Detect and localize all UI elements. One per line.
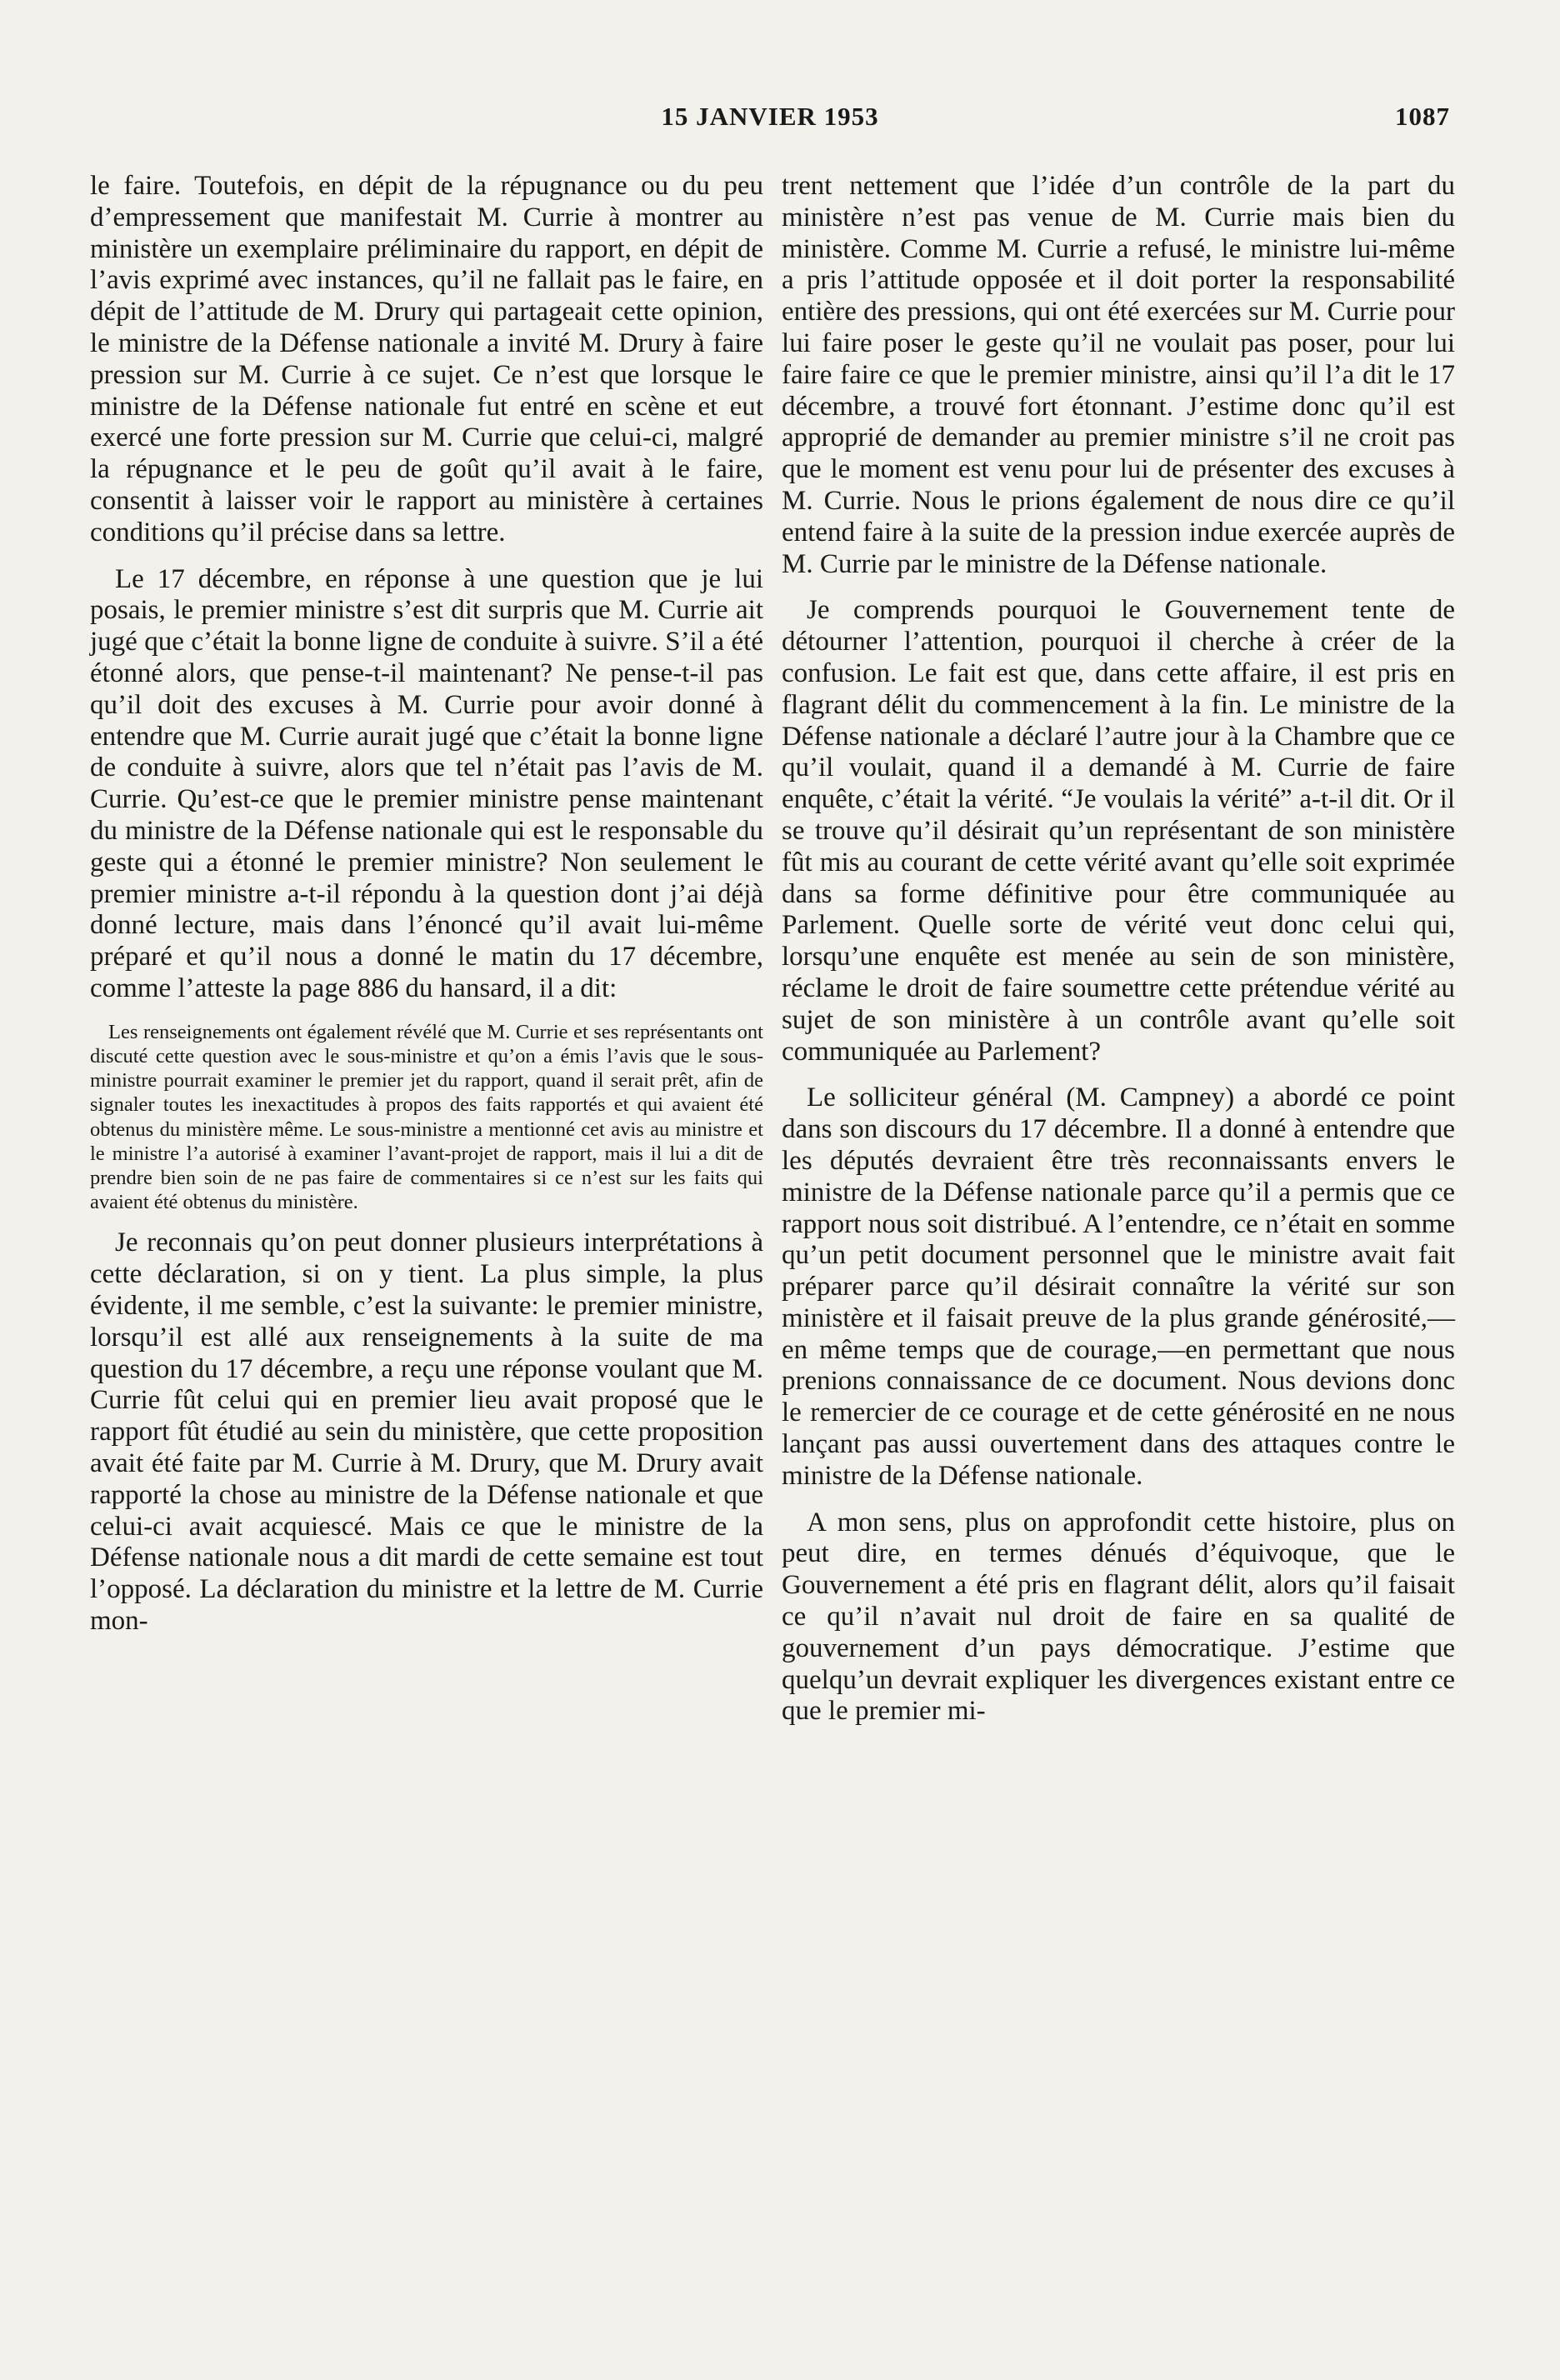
page-header (90, 102, 1450, 143)
left-column (90, 171, 763, 1638)
right-paragraph-1: trent nettement que l’idée d’un contrôle de la part du ministère n’est pas venue de M. Currie mais bien du ministère. Comme M. Currie a refusé, le ministre lui-même a pris l’attitude opposée et il doit porter la responsabilité entière des pressions, qui ont été exercées sur M. Currie pour lui faire poser le geste qu’il ne voulait pas poser, pour lui faire faire ce que le premier ministre, ainsi qu’il l’a dit le 17 décembre, a trouvé fort étonnant. J’estime donc qu’il est approprié de demander au premier ministre s’il ne croit pas que le moment est venu pour lui de présenter des excuses à M. Currie. Nous le prions également de nous dire ce qu’il entend faire à la suite de la pression indue exercée auprès de M. Currie par le ministre de la Défense nationale. (782, 171, 1455, 579)
header-date: 15 JANVIER 1953 (661, 102, 879, 131)
right-paragraph-3: Le solliciteur général (M. Campney) a abordé ce point dans son discours du 17 décembre. Il a donné à entendre que les députés devraient être très reconnaissants envers le ministre de la Défense nationale parce qu’il a permis que ce rapport nous soit distribué. A l’entendre, ce n’était en somme qu’un petit document personnel que le ministre avait fait préparer parce qu’il désirait connaître la vérité sur son ministère et il faisait preuve de la plus grande générosité,—en même temps que de courage,—en permettant que nous prenions connaissance de ce document. Nous devions donc le remercier de ce courage et de cette générosité en ne nous lançant pas aussi ouvertement dans des attaques contre le ministre de la Défense nationale. (782, 1082, 1455, 1491)
right-paragraph-4: A mon sens, plus on approfondit cette histoire, plus on peut dire, en termes dénués d’équivoque, que le Gouvernement a été pris en flagrant délit, alors qu’il faisait ce qu’il n’avait nul droit de faire en sa qualité de gouvernement d’un pays démocratique. J’estime que quelqu’un devrait expliquer les divergences existant entre ce que le premier mi- (782, 1507, 1455, 1727)
left-paragraph-3: Je reconnais qu’on peut donner plusieurs interprétations à cette déclaration, si on y tient. La plus simple, la plus évidente, il me semble, c’est la suivante: le premier ministre, lorsqu’il est allé aux renseignements à la suite de ma question du 17 décembre, a reçu une réponse voulant que M. Currie fût celui qui en premier lieu avait proposé que le rapport fût étudié au sein du ministère, que cette proposition avait été faite par M. Currie à M. Drury, que M. Drury avait rapporté la chose au ministre de la Défense nationale et que celui-ci avait acquiescé. Mais ce que le ministre de la Défense nationale nous a dit mardi de cette semaine est tout l’opposé. La déclaration du ministre et la lettre de M. Currie mon- (90, 1228, 763, 1636)
page-number: 1087 (1395, 102, 1450, 131)
left-paragraph-1: le faire. Toutefois, en dépit de la répugnance ou du peu d’empressement que manifestait M. Currie à montrer au ministère un exemplaire préliminaire du rapport, en dépit de l’avis exprimé avec instances, qu’il ne fallait pas le faire, en dépit de l’attitude de M. Drury qui partageait cette opinion, le ministre de la Défense nationale a invité M. Drury à faire pression sur M. Currie à ce sujet. Ce n’est que lorsque le ministre de la Défense nationale fut entré en scène et eut exercé une forte pression sur M. Currie que celui-ci, malgré la répugnance et le peu de goût qu’il avait à le faire, consentit à laisser voir le rapport au ministère à certaines conditions qu’il précise dans sa lettre. (90, 171, 763, 548)
right-column (782, 171, 1455, 1728)
hansard-quotation: Les renseignements ont également révélé que M. Currie et ses représentants ont discuté cette question avec le sous-ministre et qu’on a émis l’avis que le sous-ministre pourrait examiner le premier jet du rapport, quand il serait prêt, afin de signaler toutes les inexactitudes à propos des faits rapportés et qui avaient été obtenus du ministère même. Le sous-ministre a mentionné cet avis au ministre et le ministre l’a autorisé à examiner l’avant-projet de rapport, mais il lui a dit de prendre bien soin de ne pas faire de commentaires si ce n’est sur les faits qui avaient été obtenus du ministère. (90, 1020, 763, 1214)
right-paragraph-2: Je comprends pourquoi le Gouvernement tente de détourner l’attention, pourquoi il cherche à créer de la confusion. Le fait est que, dans cette affaire, il est pris en flagrant délit du commencement à la fin. Le ministre de la Défense nationale a déclaré l’autre jour à la Chambre que ce qu’il voulait, quand il a demandé à M. Currie de faire enquête, c’était la vérité. “Je voulais la vérité” a-t-il dit. Or il se trouve qu’il désirait qu’un représentant de son ministère fût mis au courant de cette vérité avant qu’elle soit exprimée dans sa forme définitive pour être communiquée au Parlement. Quelle sorte de vérité veut donc celui qui, lorsqu’une enquête est menée au sein de son ministère, réclame le droit de faire soumettre cette prétendue vérité au sujet de son ministère à un contrôle avant qu’elle soit communiquée au Parlement? (782, 595, 1455, 1067)
left-paragraph-2: Le 17 décembre, en réponse à une question que je lui posais, le premier ministre s’est dit surpris que M. Currie ait jugé que c’était la bonne ligne de conduite à suivre. S’il a été étonné alors, que pense-t-il maintenant? Ne pense-t-il pas qu’il doit des excuses à M. Currie pour avoir donné à entendre que M. Currie aurait jugé que c’était la bonne ligne de conduite à suivre, alors que tel n’était pas l’avis de M. Currie. Qu’est-ce que le premier ministre pense maintenant du ministre de la Défense nationale qui est le responsable du geste qui a étonné le premier ministre? Non seulement le premier ministre a-t-il répondu à la question dont j’ai déjà donné lecture, mais dans l’énoncé qu’il avait lui-même préparé et qu’il nous a donné le matin du 17 décembre, comme l’atteste la page 886 du hansard, il a dit: (90, 563, 763, 1003)
